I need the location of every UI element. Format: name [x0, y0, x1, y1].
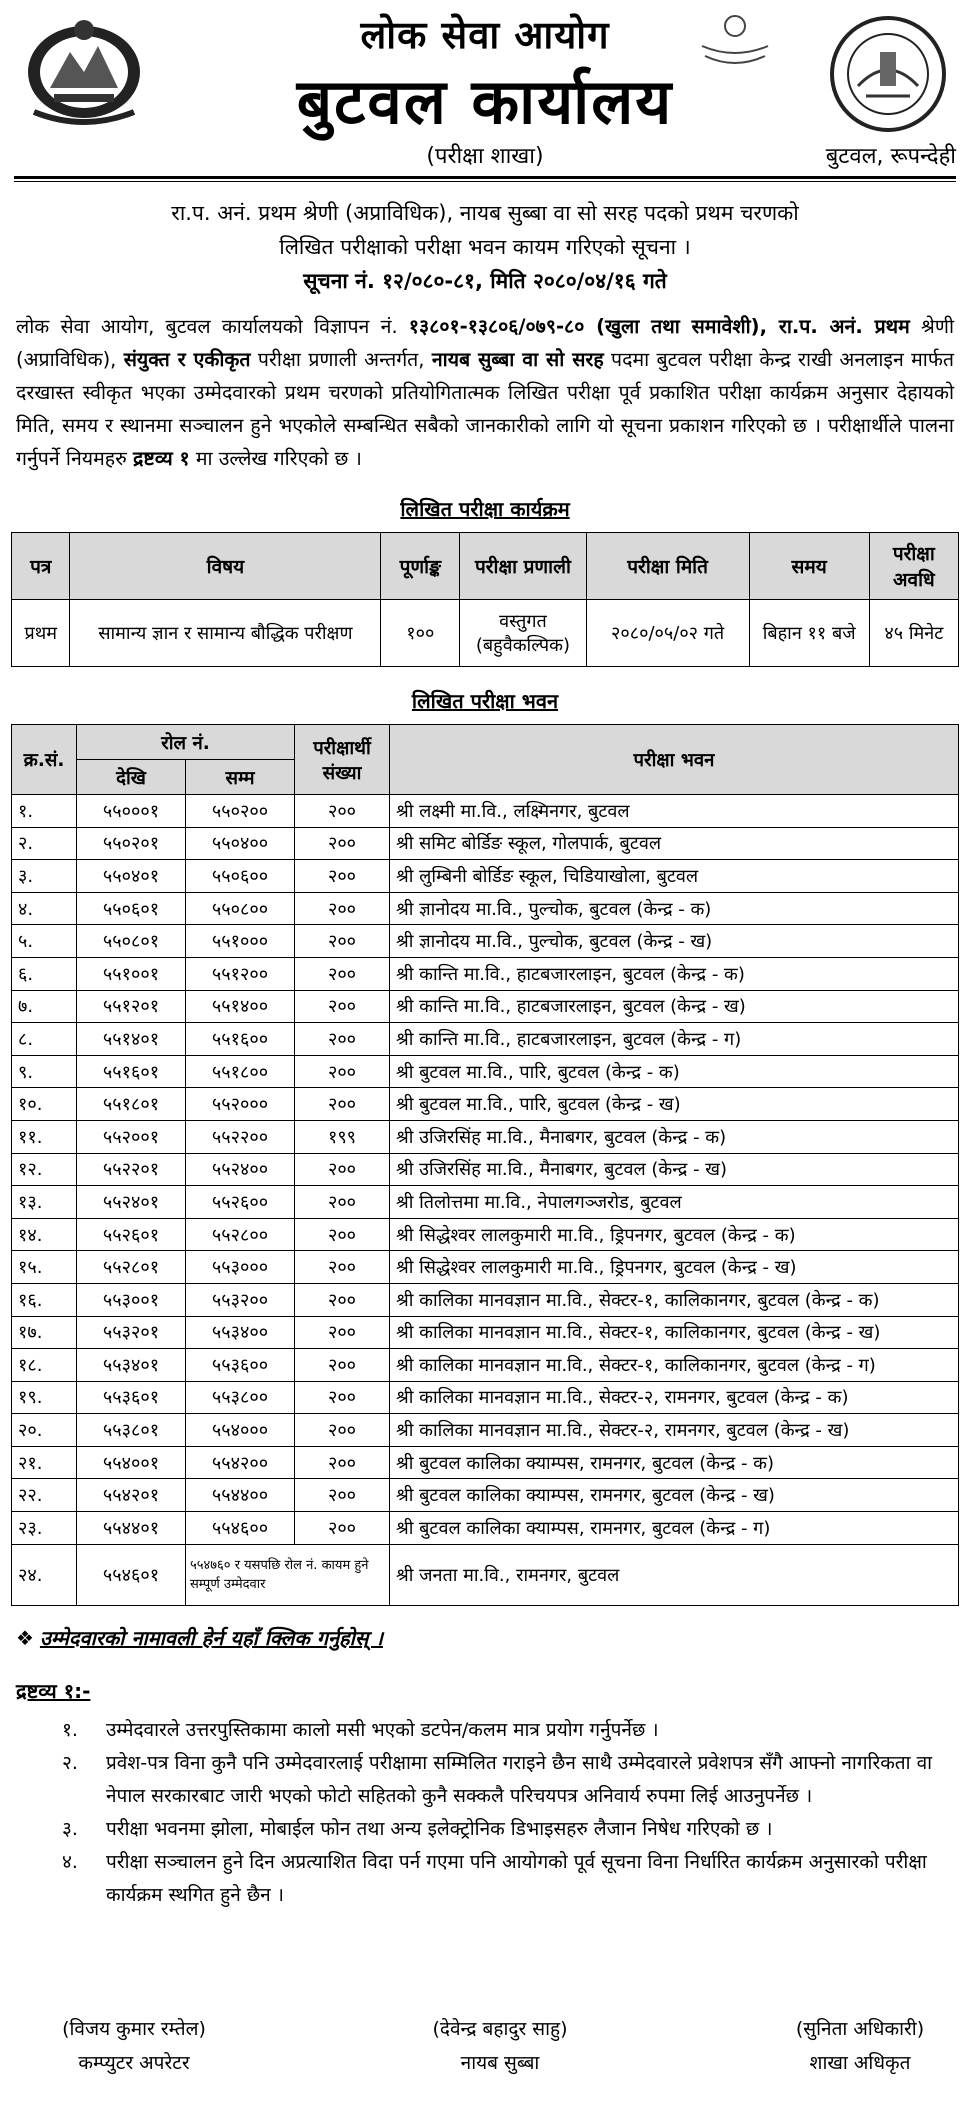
table-cell: ५५२२०० — [186, 1120, 295, 1153]
table-cell: २०० — [295, 1349, 390, 1382]
body-exam-system: संयुक्त र एकीकृत — [123, 348, 251, 371]
table-cell: श्री कालिका मानवज्ञान मा.वि., सेक्टर-१, कालिकानगर, बुटवल (केन्द्र - क) — [390, 1283, 959, 1316]
table-cell: ६. — [12, 957, 77, 990]
table-cell: ५५३४०१ — [77, 1349, 186, 1382]
table-cell: २०० — [295, 1153, 390, 1186]
signatory-3 — [770, 2012, 950, 2080]
table-cell: ५५१२०० — [186, 957, 295, 990]
table-cell: ५५१८०० — [186, 1055, 295, 1088]
table-cell: श्री उजिरसिंह मा.वि., मैनाबगर, बुटवल (केन्द्र - क) — [390, 1120, 959, 1153]
table-row — [12, 1479, 959, 1512]
table-cell: ५५१८०१ — [77, 1088, 186, 1121]
notes-heading: द्रष्टव्य १:- — [16, 1678, 91, 1703]
table-cell: ५५२२०१ — [77, 1153, 186, 1186]
table-row — [12, 892, 959, 925]
note-text: परीक्षा सञ्चालन हुने दिन अप्रत्याशित विदा पर्न गएमा पनि आयोगको पूर्व सूचना विना निर्धारित कार्यक्रम अनुसारको परीक्षा कार्यक्रम स्थगित हुने छैन । — [106, 1850, 927, 1906]
table-cell: ५५२८०१ — [77, 1251, 186, 1284]
table-cell: ५५२००१ — [77, 1120, 186, 1153]
signatory-2 — [390, 2012, 610, 2080]
table-cell: २०० — [295, 827, 390, 860]
table-cell: श्री समिट बोर्डिङ स्कूल, गोलपार्क, बुटवल — [390, 827, 959, 860]
table-row — [12, 1120, 959, 1153]
body-text: श्रेणी (अप्राविधिक), — [16, 315, 955, 371]
table-cell: १९. — [12, 1381, 77, 1414]
table-cell: ५५१६०१ — [77, 1055, 186, 1088]
table-cell: ५५३६०१ — [77, 1381, 186, 1414]
table-cell: २०० — [295, 957, 390, 990]
signatory-1 — [34, 2012, 234, 2080]
table-cell: २०० — [295, 795, 390, 828]
table-row — [12, 1349, 959, 1382]
table-cell: ५५३८०१ — [77, 1414, 186, 1447]
table-cell: ५५४००१ — [77, 1446, 186, 1479]
table-row — [12, 1023, 959, 1056]
table-row — [12, 827, 959, 860]
body-text: मा उल्लेख गरिएको छ । — [189, 447, 362, 470]
table-cell: २१. — [12, 1446, 77, 1479]
table-cell: ५५०६०० — [186, 860, 295, 893]
table-cell: ५५४४०० — [186, 1479, 295, 1512]
table-cell: श्री ज्ञानोदय मा.वि., पुल्चोक, बुटवल (केन्द्र - ख) — [390, 925, 959, 958]
note-item — [62, 1747, 954, 1813]
table-cell: २०८०/०५/०२ गते — [586, 600, 749, 667]
table-row — [12, 1381, 959, 1414]
column-header: परीक्षा मिति — [586, 533, 749, 600]
note-number: १. — [62, 1718, 78, 1741]
table-cell: ५५०२०० — [186, 795, 295, 828]
body-text: पदमा बुटवल परीक्षा केन्द्र राखी अनलाइन मार्फत दरखास्त स्वीकृत भएका उम्मेदवारको प्रथम चरणको प्रतियोगितात्मक लिखित परीक्षा पूर्व प्रकाशित परीक्षा कार्यक्रम अनुसार देहायको मिति, समय र स्थानमा सञ्चालन हुने भएकोले सम्बन्धित सबैको जानकारीको लागि यो सूचना प्रकाशन गरिएको छ । परीक्षार्थीले पालना गर्नुपर्ने नियमहरु — [16, 348, 955, 470]
table-row — [12, 1088, 959, 1121]
column-header: पूर्णाङ्क — [381, 533, 460, 600]
table-cell: श्री बुटवल कालिका क्याम्पस, रामनगर, बुटवल (केन्द्र - ग) — [390, 1512, 959, 1545]
table-cell: ५५३६०० — [186, 1349, 295, 1382]
table-cell: ५५४६०१ — [77, 1544, 186, 1605]
note-number: २. — [62, 1751, 78, 1774]
table-cell: ५५०००१ — [77, 795, 186, 828]
table-cell: १३. — [12, 1186, 77, 1219]
table-row — [12, 1414, 959, 1447]
psc-seal-icon — [818, 14, 958, 134]
note-number: ३. — [62, 1817, 78, 1840]
table-cell: १९९ — [295, 1120, 390, 1153]
table-row — [12, 1446, 959, 1479]
table-cell: ५५१४०१ — [77, 1023, 186, 1056]
table-row — [12, 1512, 959, 1545]
column-header: क्र.सं. — [12, 725, 77, 795]
column-header: समय — [749, 533, 869, 600]
table-cell: ५५४४०१ — [77, 1512, 186, 1545]
notice-title-line1: रा.प. अनं. प्रथम श्रेणी (अप्राविधिक), नायब सुब्बा वा सो सरह पदको प्रथम चरणको — [171, 201, 799, 225]
table-cell: श्री ज्ञानोदय मा.वि., पुल्चोक, बुटवल (केन्द्र - क) — [390, 892, 959, 925]
note-item — [62, 1813, 954, 1846]
signatory-name: (विजय कुमार रम्तेल) — [62, 2018, 206, 2040]
signatory-title: कम्प्युटर अपरेटर — [78, 2052, 190, 2074]
office-location: बुटवल, रूपन्देही — [825, 144, 956, 169]
exam-schedule-table — [11, 532, 959, 667]
notes-list — [62, 1714, 954, 1912]
table-cell: ५५१२०१ — [77, 990, 186, 1023]
venue-table — [11, 724, 959, 1606]
table-cell: ५५०८०१ — [77, 925, 186, 958]
table-cell: २०० — [295, 1446, 390, 1479]
signatory-title: शाखा अधिकृत — [809, 2052, 911, 2074]
column-header: परीक्षा भवन — [390, 725, 959, 795]
table-cell: प्रथम — [12, 600, 70, 667]
table-cell: ५५३८०० — [186, 1381, 295, 1414]
table-cell: श्री कान्ति मा.वि., हाटबजारलाइन, बुटवल (केन्द्र - क) — [390, 957, 959, 990]
note-text: परीक्षा भवनमा झोला, मोबाईल फोन तथा अन्य इलेक्ट्रोनिक डिभाइसहरु लैजान निषेध गरिएको छ । — [106, 1817, 773, 1840]
table-cell: ११. — [12, 1120, 77, 1153]
table-cell: श्री कान्ति मा.वि., हाटबजारलाइन, बुटवल (केन्द्र - ख) — [390, 990, 959, 1023]
table-cell: ५५१४०० — [186, 990, 295, 1023]
table-cell: श्री कालिका मानवज्ञान मा.वि., सेक्टर-१, कालिकानगर, बुटवल (केन्द्र - ग) — [390, 1349, 959, 1382]
table-cell: २०० — [295, 1316, 390, 1349]
signatory-name: (देवेन्द्र बहादुर साहु) — [432, 2018, 568, 2040]
office-stamp-icon — [690, 12, 780, 68]
section-name: (परीक्षा शाखा) — [426, 144, 544, 169]
table-cell: ३. — [12, 860, 77, 893]
table-cell: श्री बुटवल कालिका क्याम्पस, रामनगर, बुटवल (केन्द्र - क) — [390, 1446, 959, 1479]
note-text: उम्मेदवारले उत्तरपुस्तिकामा कालो मसी भएको डटपेन/कलम मात्र प्रयोग गर्नुपर्नेछ । — [106, 1718, 659, 1741]
table-cell: १५. — [12, 1251, 77, 1284]
body-post-name: नायब सुब्बा वा सो सरह — [431, 348, 604, 371]
notice-title-line2: लिखित परीक्षाको परीक्षा भवन कायम गरिएको सूचना । — [279, 235, 691, 259]
notice-number: सूचना नं. १२/०८०-८१, मिति २०८०/०४/१६ गते — [303, 269, 667, 293]
table-cell — [186, 1544, 390, 1605]
table-row — [12, 1283, 959, 1316]
table-cell: ५५३२०० — [186, 1283, 295, 1316]
column-header: पत्र — [12, 533, 70, 600]
table-row — [12, 1544, 959, 1605]
table-cell: ५५२६०० — [186, 1186, 295, 1219]
table-row — [12, 1186, 959, 1219]
table-cell: ५५२००० — [186, 1088, 295, 1121]
table-cell: श्री बुटवल कालिका क्याम्पस, रामनगर, बुटवल (केन्द्र - ख) — [390, 1479, 959, 1512]
table-cell: ४५ मिनेट — [869, 600, 958, 667]
table-cell: २०० — [295, 1023, 390, 1056]
table-row — [12, 990, 959, 1023]
table-cell: ५५४२०१ — [77, 1479, 186, 1512]
table-cell: ५५०४०० — [186, 827, 295, 860]
table-cell: ५५४२०० — [186, 1446, 295, 1479]
column-header: विषय — [70, 533, 381, 600]
venue-heading: लिखित परीक्षा भवन — [411, 689, 559, 713]
table-cell: २३. — [12, 1512, 77, 1545]
header — [0, 0, 970, 172]
table-cell: १४. — [12, 1218, 77, 1251]
table-cell: १०० — [381, 600, 460, 667]
table-cell: ७. — [12, 990, 77, 1023]
table-cell: बिहान ११ बजे — [749, 600, 869, 667]
table-cell: वस्तुगत (बहुवैकल्पिक) — [460, 600, 586, 667]
table-row — [12, 600, 959, 667]
table-cell: ५५२४०१ — [77, 1186, 186, 1219]
table-cell: २०० — [295, 1088, 390, 1121]
table-cell: ५५०४०१ — [77, 860, 186, 893]
notice-title — [0, 196, 970, 298]
table-row — [12, 1316, 959, 1349]
body-text: परीक्षा प्रणाली अन्तर्गत, — [250, 348, 432, 371]
table-cell: २०० — [295, 1479, 390, 1512]
column-header: परीक्षार्थी संख्या — [295, 725, 390, 795]
commission-name: लोक सेवा आयोग — [360, 13, 610, 57]
table-cell: श्री सिद्धेश्वर लालकुमारी मा.वि., ड्रिपनगर, बुटवल (केन्द्र - क) — [390, 1218, 959, 1251]
diamond-bullet-icon: ❖ — [16, 1625, 34, 1650]
table-cell: १. — [12, 795, 77, 828]
table-cell: ९. — [12, 1055, 77, 1088]
table-cell: २०० — [295, 892, 390, 925]
table-cell: ५. — [12, 925, 77, 958]
signatures — [0, 2012, 970, 2112]
header-divider-thin — [14, 181, 956, 182]
signatory-title: नायब सुब्बा — [460, 2052, 540, 2074]
body-advert-number: १३८०१-१३८०६/०७९-८० (खुला तथा समावेशी), रा.प. अनं. प्रथम — [408, 315, 910, 338]
table-cell: ५५१६०० — [186, 1023, 295, 1056]
table-cell: ५५०२०१ — [77, 827, 186, 860]
table-row — [12, 860, 959, 893]
table-row — [12, 1251, 959, 1284]
note-text: प्रवेश-पत्र विना कुनै पनि उम्मेदवारलाई परीक्षामा सम्मिलित गराइने छैन साथै उम्मेदवारले प्रवेशपत्र सँगै आफ्नो नागरिकता वा नेपाल सरकारबाट जारी भएको फोटो सहितको कुनै सक्कलै परिचयपत्र अनिवार्य रुपमा लिई आउनुपर्नेछ । — [106, 1751, 933, 1807]
table-cell: ५५१००० — [186, 925, 295, 958]
table-cell: २०० — [295, 1251, 390, 1284]
table-cell: श्री बुटवल मा.वि., पारि, बुटवल (केन्द्र - क) — [390, 1055, 959, 1088]
table-cell: ४. — [12, 892, 77, 925]
table-cell: ५५०६०१ — [77, 892, 186, 925]
table-cell: २०० — [295, 925, 390, 958]
table-row — [12, 1153, 959, 1186]
exam-schedule-heading: लिखित परीक्षा कार्यक्रम — [400, 497, 570, 521]
table-cell: श्री लुम्बिनी बोर्डिङ स्कूल, चिडियाखोला, बुटवल — [390, 860, 959, 893]
column-header: रोल नं. — [77, 725, 295, 760]
table-cell: ५५२६०१ — [77, 1218, 186, 1251]
body-note-ref: द्रष्टव्य १ — [132, 447, 190, 470]
table-cell: श्री जनता मा.वि., रामनगर, बुटवल — [390, 1544, 959, 1605]
table-header-row — [12, 725, 959, 760]
table-cell: २०० — [295, 1381, 390, 1414]
column-header: परीक्षा प्रणाली — [460, 533, 586, 600]
body-text: लोक सेवा आयोग, बुटवल कार्यालयको विज्ञापन नं. — [16, 315, 409, 338]
table-cell: २४. — [12, 1544, 77, 1605]
table-cell: २. — [12, 827, 77, 860]
table-cell: ५५४६०० — [186, 1512, 295, 1545]
table-cell: ५५२८०० — [186, 1218, 295, 1251]
table-cell: २०० — [295, 1512, 390, 1545]
table-cell: २०० — [295, 860, 390, 893]
table-cell: २०० — [295, 1186, 390, 1219]
table-cell: श्री कान्ति मा.वि., हाटबजारलाइन, बुटवल (केन्द्र - ग) — [390, 1023, 959, 1056]
office-name: बुटवल कार्यालय — [296, 65, 674, 138]
table-cell: ५५३००१ — [77, 1283, 186, 1316]
table-cell: १०. — [12, 1088, 77, 1121]
table-cell: ५५३२०१ — [77, 1316, 186, 1349]
table-cell: श्री सिद्धेश्वर लालकुमारी मा.वि., ड्रिपनगर, बुटवल (केन्द्र - ख) — [390, 1251, 959, 1284]
table-cell: ५५१००१ — [77, 957, 186, 990]
table-cell: २०० — [295, 1055, 390, 1088]
table-cell: १२. — [12, 1153, 77, 1186]
table-cell: सामान्य ज्ञान र सामान्य बौद्धिक परीक्षण — [70, 600, 381, 667]
table-cell: २२. — [12, 1479, 77, 1512]
note-item — [62, 1714, 954, 1747]
table-row — [12, 795, 959, 828]
table-cell: ८. — [12, 1023, 77, 1056]
column-header: परीक्षा अवधि — [869, 533, 958, 600]
table-row — [12, 1055, 959, 1088]
note-number: ४. — [62, 1850, 78, 1873]
table-cell: २०० — [295, 1218, 390, 1251]
table-cell: २०० — [295, 990, 390, 1023]
table-cell: १८. — [12, 1349, 77, 1382]
column-header: सम्म — [186, 760, 295, 795]
table-cell: श्री उजिरसिंह मा.वि., मैनाबगर, बुटवल (केन्द्र - ख) — [390, 1153, 959, 1186]
table-cell: १६. — [12, 1283, 77, 1316]
notice-body — [16, 310, 954, 475]
table-cell: श्री कालिका मानवज्ञान मा.वि., सेक्टर-१, कालिकानगर, बुटवल (केन्द्र - ख) — [390, 1316, 959, 1349]
table-cell: ५५०८०० — [186, 892, 295, 925]
table-cell: श्री बुटवल मा.वि., पारि, बुटवल (केन्द्र - ख) — [390, 1088, 959, 1121]
note-item — [62, 1846, 954, 1912]
table-cell: ५५४००० — [186, 1414, 295, 1447]
candidate-list-link-text[interactable]: उम्मेदवारको नामावली हेर्न यहाँ क्लिक गर्नुहोस् । — [39, 1625, 383, 1650]
table-cell: श्री कालिका मानवज्ञान मा.वि., सेक्टर-२, रामनगर, बुटवल (केन्द्र - क) — [390, 1381, 959, 1414]
candidate-list-link[interactable] — [16, 1624, 954, 1651]
table-row — [12, 957, 959, 990]
table-cell: श्री कालिका मानवज्ञान मा.वि., सेक्टर-२, रामनगर, बुटवल (केन्द्र - ख) — [390, 1414, 959, 1447]
table-cell: २०. — [12, 1414, 77, 1447]
table-cell: श्री लक्ष्मी मा.वि., लक्ष्मिनगर, बुटवल — [390, 795, 959, 828]
column-header: देखि — [77, 760, 186, 795]
table-cell: १७. — [12, 1316, 77, 1349]
table-cell: २०० — [295, 1283, 390, 1316]
table-cell: ५५३४०० — [186, 1316, 295, 1349]
signatory-name: (सुनिता अधिकारी) — [795, 2018, 925, 2040]
table-cell: ५५३००० — [186, 1251, 295, 1284]
table-cell: २०० — [295, 1414, 390, 1447]
table-cell: ५५२४०० — [186, 1153, 295, 1186]
roll-range-note: ५५४७६० र यसपछि रोल नं. कायम हुने सम्पूर्ण उम्मेदवार — [190, 1557, 369, 1592]
table-row — [12, 925, 959, 958]
table-header-row — [12, 533, 959, 600]
header-divider — [14, 176, 956, 179]
table-cell: श्री तिलोत्तमा मा.वि., नेपालगञ्जरोड, बुटवल — [390, 1186, 959, 1219]
table-row — [12, 1218, 959, 1251]
